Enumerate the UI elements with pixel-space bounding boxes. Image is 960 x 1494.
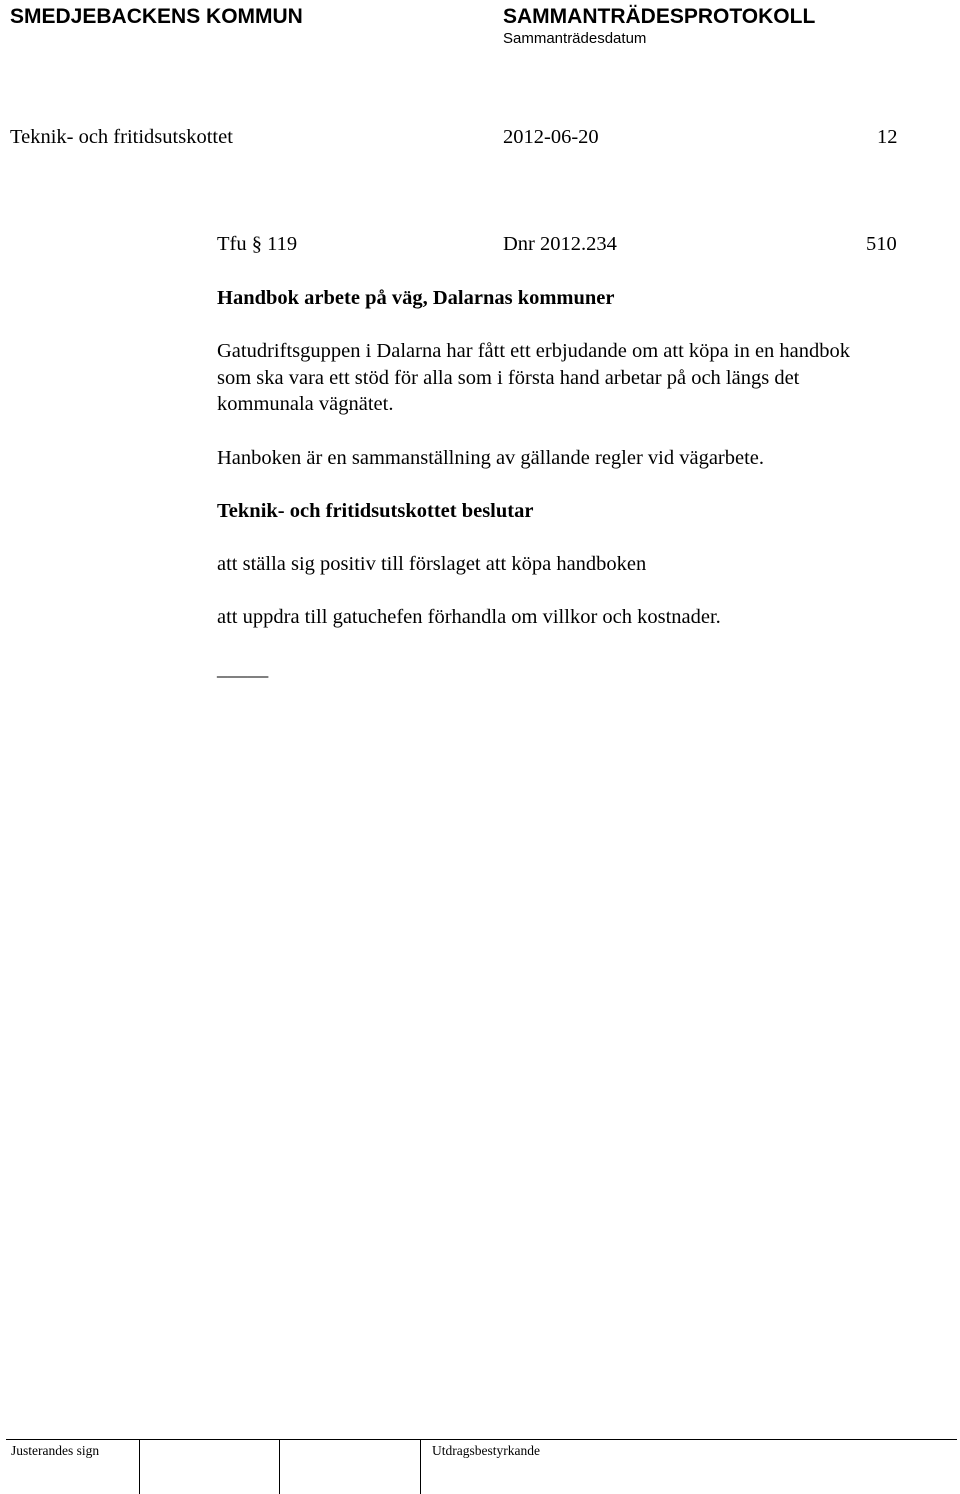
decision-heading: Teknik- och fritidsutskottet beslutar	[217, 500, 534, 522]
municipality-name: SMEDJEBACKENS KOMMUN	[10, 5, 303, 28]
decision-item: att uppdra till gatuchefen förhandla om villkor och kostnader.	[217, 606, 721, 628]
signature-cell	[139, 1440, 140, 1494]
meeting-date-label: Sammanträdesdatum	[503, 30, 647, 47]
signature-cell	[279, 1440, 280, 1494]
document-type: SAMMANTRÄDESPROTOKOLL	[503, 5, 816, 28]
intro-line: som ska vara ett stöd för alla som i första hand arbetar på och längs det	[217, 366, 800, 389]
diary-number: Dnr 2012.234	[503, 233, 617, 255]
certificate-label: Utdragsbestyrkande	[432, 1443, 540, 1458]
end-marker: _____	[217, 658, 269, 680]
summary-paragraph: Hanboken är en sammanställning av gällande regler vid vägarbete.	[217, 447, 765, 469]
signature-label: Justerandes sign	[11, 1443, 100, 1458]
decision-item: att ställa sig positiv till förslaget att köpa handboken	[217, 553, 647, 575]
committee-name: Teknik- och fritidsutskottet	[10, 126, 233, 148]
intro-line: kommunala vägnätet.	[217, 393, 394, 415]
page-number: 12	[877, 126, 898, 148]
signature-cell	[420, 1440, 421, 1494]
classification-code: 510	[866, 233, 897, 255]
item-title: Handbok arbete på väg, Dalarnas kommuner	[217, 287, 615, 309]
intro-line: Gatudriftsguppen i Dalarna har fått ett erbjudande om att köpa in en handbok	[217, 340, 851, 362]
signature-table	[6, 1439, 957, 1494]
intro-paragraph	[217, 338, 917, 418]
meeting-date: 2012-06-20	[503, 126, 599, 148]
paragraph-id: Tfu § 119	[217, 233, 298, 255]
